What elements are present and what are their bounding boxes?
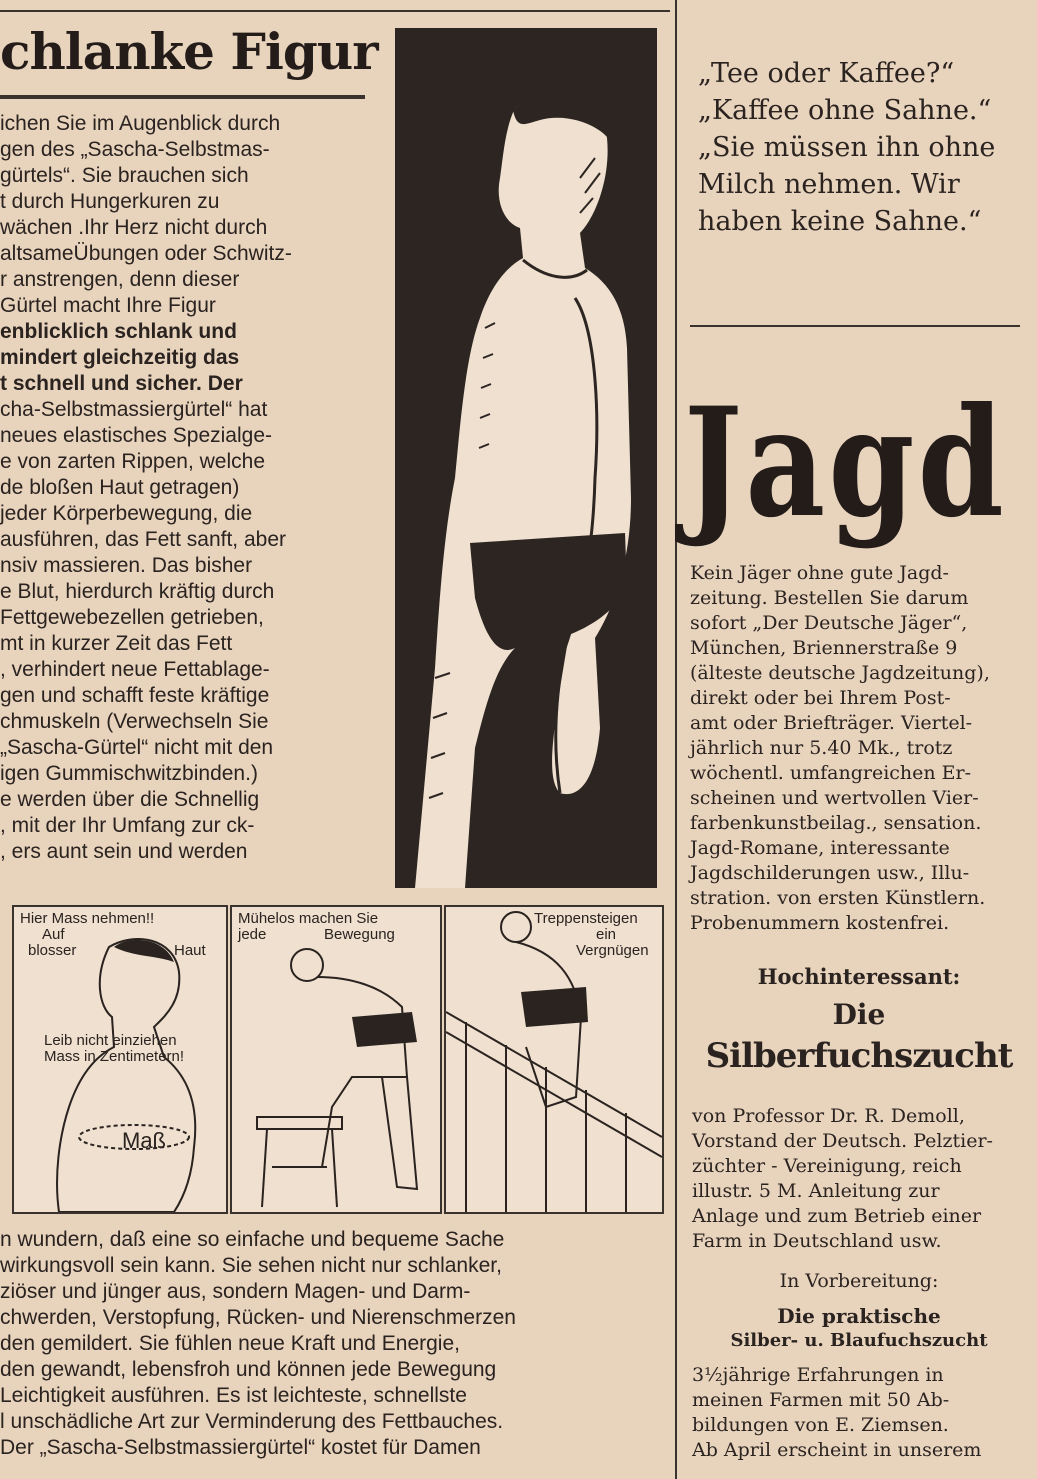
joke-line: „Tee oder Kaffee?“ [698,58,955,89]
text-line: Der „Sascha-Selbstmassiergürtel“ kostet für Damen [0,1436,481,1459]
text-line: ziöser und jünger aus, sondern Magen- und Darm- [0,1280,471,1303]
text-line: gürtels“. Sie brauchen sich [0,164,249,187]
text-line: Fettgewebezellen getrieben, [0,606,264,629]
text-line: scheinen und wertvollen Vier- [690,787,979,809]
text-line: chwerden, Verstopfung, Rücken- und Nierenschmerzen [0,1306,516,1329]
joke-line: „Kaffee ohne Sahne.“ [698,95,992,126]
vorbereitung-heading: In Vorbereitung: [779,1270,939,1292]
ad-body-bottom [0,1228,668,1479]
text-line: mt in kurzer Zeit das Fett [0,632,233,655]
jagd-title: Jagd [684,375,1008,551]
text-line: Probenummern kostenfrei. [690,912,950,934]
panel-measure [12,905,228,1214]
caption: Vergnügen [576,942,649,959]
caption: Mühelos machen Sie [238,910,379,927]
text-line: Jagdschilderungen usw., Illu- [690,862,970,884]
man-profile-illustration [395,28,657,888]
hochinteressant-heading: Hochinteressant: [757,964,961,989]
text-line: nsiv massieren. Das bisher [0,554,253,577]
silber-ad-body [692,1105,1032,1265]
text-line: „Sascha-Gürtel“ nicht mit den [0,736,274,759]
text-line: sofort „Der Deutsche Jäger“, [690,612,968,634]
caption: Leib nicht einziehen [44,1032,177,1049]
text-line: jährlich nur 5.40 Mk., trotz [690,737,953,759]
bending-man-illustration [232,907,440,1212]
text-line: zeitung. Bestellen Sie darum [690,587,969,609]
text-line: enblicklich schlank und [0,320,237,343]
text-line: t schnell und sicher. Der [0,372,243,395]
text-line: r anstrengen, denn dieser [0,268,240,291]
text-line: Vorstand der Deutsch. Pelztier- [692,1130,993,1152]
panel-movement [230,905,442,1214]
text-line: München, Briennerstraße 9 [690,637,958,659]
caption: Treppensteigen [534,910,638,927]
ad-headline: chlanke Figur [0,22,378,81]
text-line: (älteste deutsche Jagdzeitung), [690,662,990,684]
text-line: illustr. 5 M. Anleitung zur [692,1180,940,1202]
caption: jede [238,926,267,943]
joke-line: „Sie müssen ihn ohne [698,132,996,163]
text-line: den gewandt, lebensfroh und können jede Bewegung [0,1358,497,1381]
text-line: bildungen von E. Ziemsen. [692,1414,949,1436]
text-line: 3½jährige Erfahrungen in [692,1364,944,1386]
text-line: ichen Sie im Augenblick durch [0,112,281,135]
text-line: stration. von ersten Künstlern. [690,887,986,909]
text-line: von Professor Dr. R. Demoll, [692,1105,965,1127]
joke-block [698,58,1028,258]
joke-line: haben keine Sahne.“ [698,206,982,237]
text-line: e Blut, hierdurch kräftig durch [0,580,275,603]
jagd-ad-body [690,562,1030,962]
text-line: direkt oder bei Ihrem Post- [690,687,951,709]
text-line: meinen Farmen mit 50 Ab- [692,1389,950,1411]
text-line: gen und schafft feste kräftige [0,684,270,707]
text-line: züchter - Vereinigung, reich [692,1155,962,1177]
text-line: Ab April erscheint in unserem [692,1439,982,1461]
joke-line: Milch nehmen. Wir [698,169,960,200]
text-line: l unschädliche Art zur Verminderung des Fettbauches. [0,1410,504,1433]
caption: Bewegung [324,926,395,943]
text-line: , mit der Ihr Umfang zur ck- [0,814,255,837]
text-line: ausführen, das Fett sanft, aber [0,528,287,551]
text-line: Kein Jäger ohne gute Jagd- [690,562,949,584]
praktische-heading: Die praktische [777,1304,941,1328]
text-line: wirkungsvoll sein kann. Sie sehen nicht nur schlanker, [0,1254,502,1277]
text-line: mindert gleichzeitig das [0,346,240,369]
text-line: Leichtigkeit ausführen. Es ist leichteste, schnellste [0,1384,467,1407]
caption: ein [596,926,617,943]
caption: Maß [122,1128,166,1153]
text-line: wächen .Ihr Herz nicht durch [0,216,268,239]
text-line: n wundern, daß eine so einfache und bequeme Sache [0,1228,505,1251]
text-line: cha-Selbstmassiergürtel“ hat [0,398,268,421]
text-line: den gemildert. Sie fühlen neue Kraft und Energie, [0,1332,460,1355]
text-line: igen Gummischwitzbinden.) [0,762,258,785]
column-divider [675,0,677,1479]
caption: Haut [174,942,206,959]
caption: blosser [28,942,77,959]
text-line: altsameÜbungen oder Schwitz- [0,242,292,265]
text-line: jeder Körperbewegung, die [0,502,253,525]
panel-stairs [444,905,664,1214]
text-line: e werden über die Schnellig [0,788,260,811]
caption: Auf [42,926,65,943]
text-line: wöchentl. umfangreichen Er- [690,762,972,784]
text-line: , ers aunt sein und werden [0,840,248,863]
ad-body-top [0,112,368,882]
silberfuchszucht-title: Silberfuchszucht [705,1036,1013,1076]
text-line: Farm in Deutschland usw. [692,1230,942,1252]
caption: Mass in Zentimetern! [44,1048,185,1065]
die-heading: Die [832,998,886,1031]
text-line: Gürtel macht Ihre Figur [0,294,216,317]
section-rule [690,325,1020,327]
caption: Hier Mass nehmen!! [20,910,155,927]
text-line: Jagd-Romane, interessante [690,837,950,859]
text-line: , verhindert neue Fettablage- [0,658,270,681]
blaufuchszucht-heading: Silber- u. Blaufuchszucht [730,1330,988,1351]
text-line: neues elastisches Spezialge- [0,424,272,447]
text-line: t durch Hungerkuren zu [0,190,220,213]
text-line: de bloßen Haut getragen) [0,476,240,499]
top-rule-left [0,10,670,12]
text-line: amt oder Briefträger. Viertel- [690,712,973,734]
text-line: farbenkunstbeilag., sensation. [690,812,982,834]
text-line: gen des „Sascha-Selbstmas- [0,138,270,161]
prakt-ad-body [692,1364,1032,1479]
headline-underline [0,95,365,99]
text-line: chmuskeln (Verwechseln Sie [0,710,269,733]
text-line: e von zarten Rippen, welche [0,450,265,473]
text-line: Anlage und zum Betrieb einer [692,1205,982,1227]
